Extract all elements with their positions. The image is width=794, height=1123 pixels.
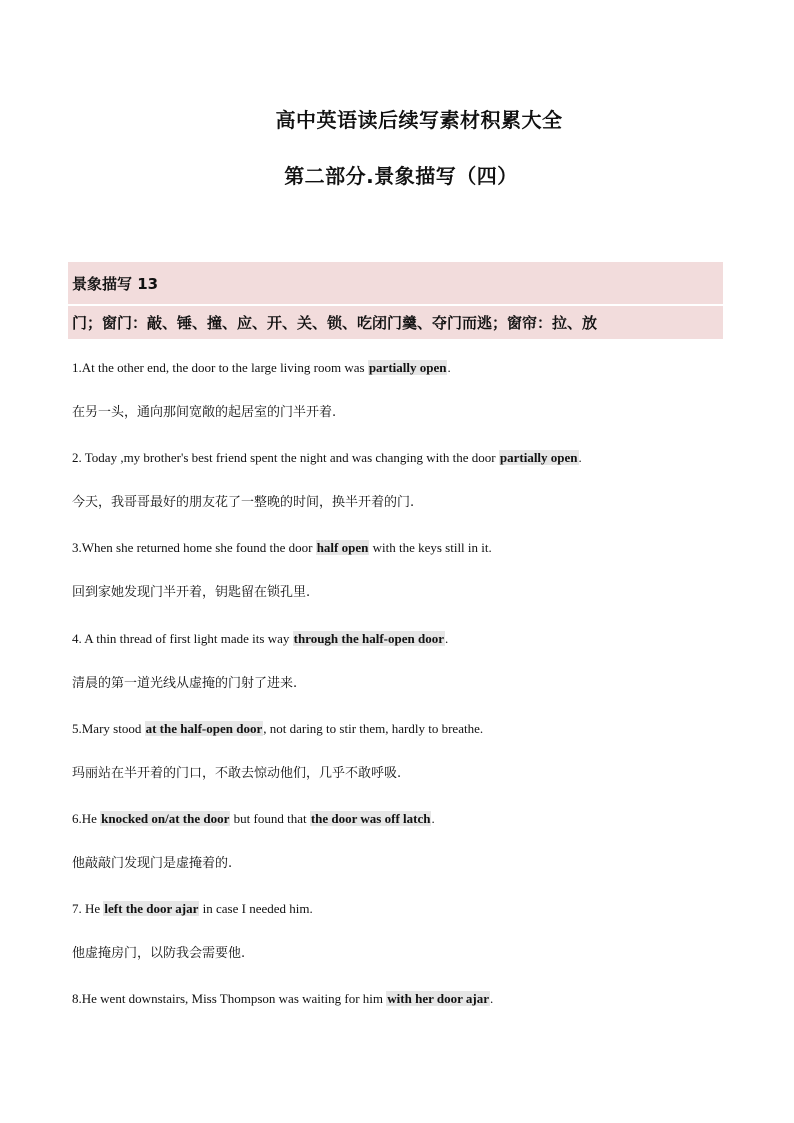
section-topic-band — [68, 306, 723, 339]
highlight-phrase: with her door ajar — [387, 991, 489, 1006]
document-title: 高中英语读后续写素材积累大全 — [275, 108, 563, 132]
highlight-phrase: partially open — [368, 360, 447, 375]
highlight-phrase: at the half-open door — [145, 721, 263, 736]
highlight-phrase: partially open — [499, 450, 578, 465]
highlight-phrase: the door was off latch — [310, 811, 431, 826]
section-topic: 门；窗门：敲、锤、撞、应、开、关、锁、吃闭门羹、夺门而逃；窗帘：拉、放 — [72, 314, 598, 332]
example-en-2: 2. Today ,my brother's best friend spent the night and was changing with the door partially open. — [72, 450, 582, 465]
example-en-6: 6.He knocked on/at the door but found that the door was off latch. — [72, 811, 435, 826]
highlight-phrase: left the door ajar — [104, 901, 199, 916]
example-cn-3: 回到家她发现门半开着，钥匙留在锁孔里. — [72, 585, 311, 600]
section-heading: 景象描写 13 — [72, 274, 159, 293]
highlight-phrase: half open — [316, 540, 369, 555]
example-en-4: 4. A thin thread of first light made its way through the half-open door. — [72, 631, 449, 646]
example-cn-2: 今天，我哥哥最好的朋友花了一整晚的时间，换半开着的门. — [72, 495, 415, 510]
example-en-3: 3.When she returned home she found the door half open with the keys still in it. — [72, 540, 492, 555]
example-cn-4: 清晨的第一道光线从虚掩的门射了进来. — [72, 676, 298, 691]
example-cn-7: 他虚掩房门，以防我会需要他. — [72, 946, 246, 961]
section-heading-band — [68, 262, 723, 304]
example-en-5: 5.Mary stood at the half-open door, not daring to stir them, hardly to breathe. — [72, 721, 484, 736]
example-en-1: 1.At the other end, the door to the large living room was partially open. — [72, 360, 451, 375]
example-cn-5: 玛丽站在半开着的门口，不敢去惊动他们，几乎不敢呼吸. — [72, 766, 402, 781]
document-subtitle: 第二部分.景象描写（四） — [284, 164, 518, 188]
highlight-phrase: knocked on/at the door — [101, 811, 230, 826]
highlight-phrase: through the half-open door — [293, 631, 444, 646]
example-en-7: 7. He left the door ajar in case I needed him. — [72, 901, 313, 916]
example-cn-6: 他敲敲门发现门是虚掩着的. — [72, 856, 233, 871]
example-en-8: 8.He went downstairs, Miss Thompson was waiting for him with her door ajar. — [72, 991, 494, 1006]
example-cn-1: 在另一头，通向那间宽敞的起居室的门半开着. — [72, 405, 337, 420]
